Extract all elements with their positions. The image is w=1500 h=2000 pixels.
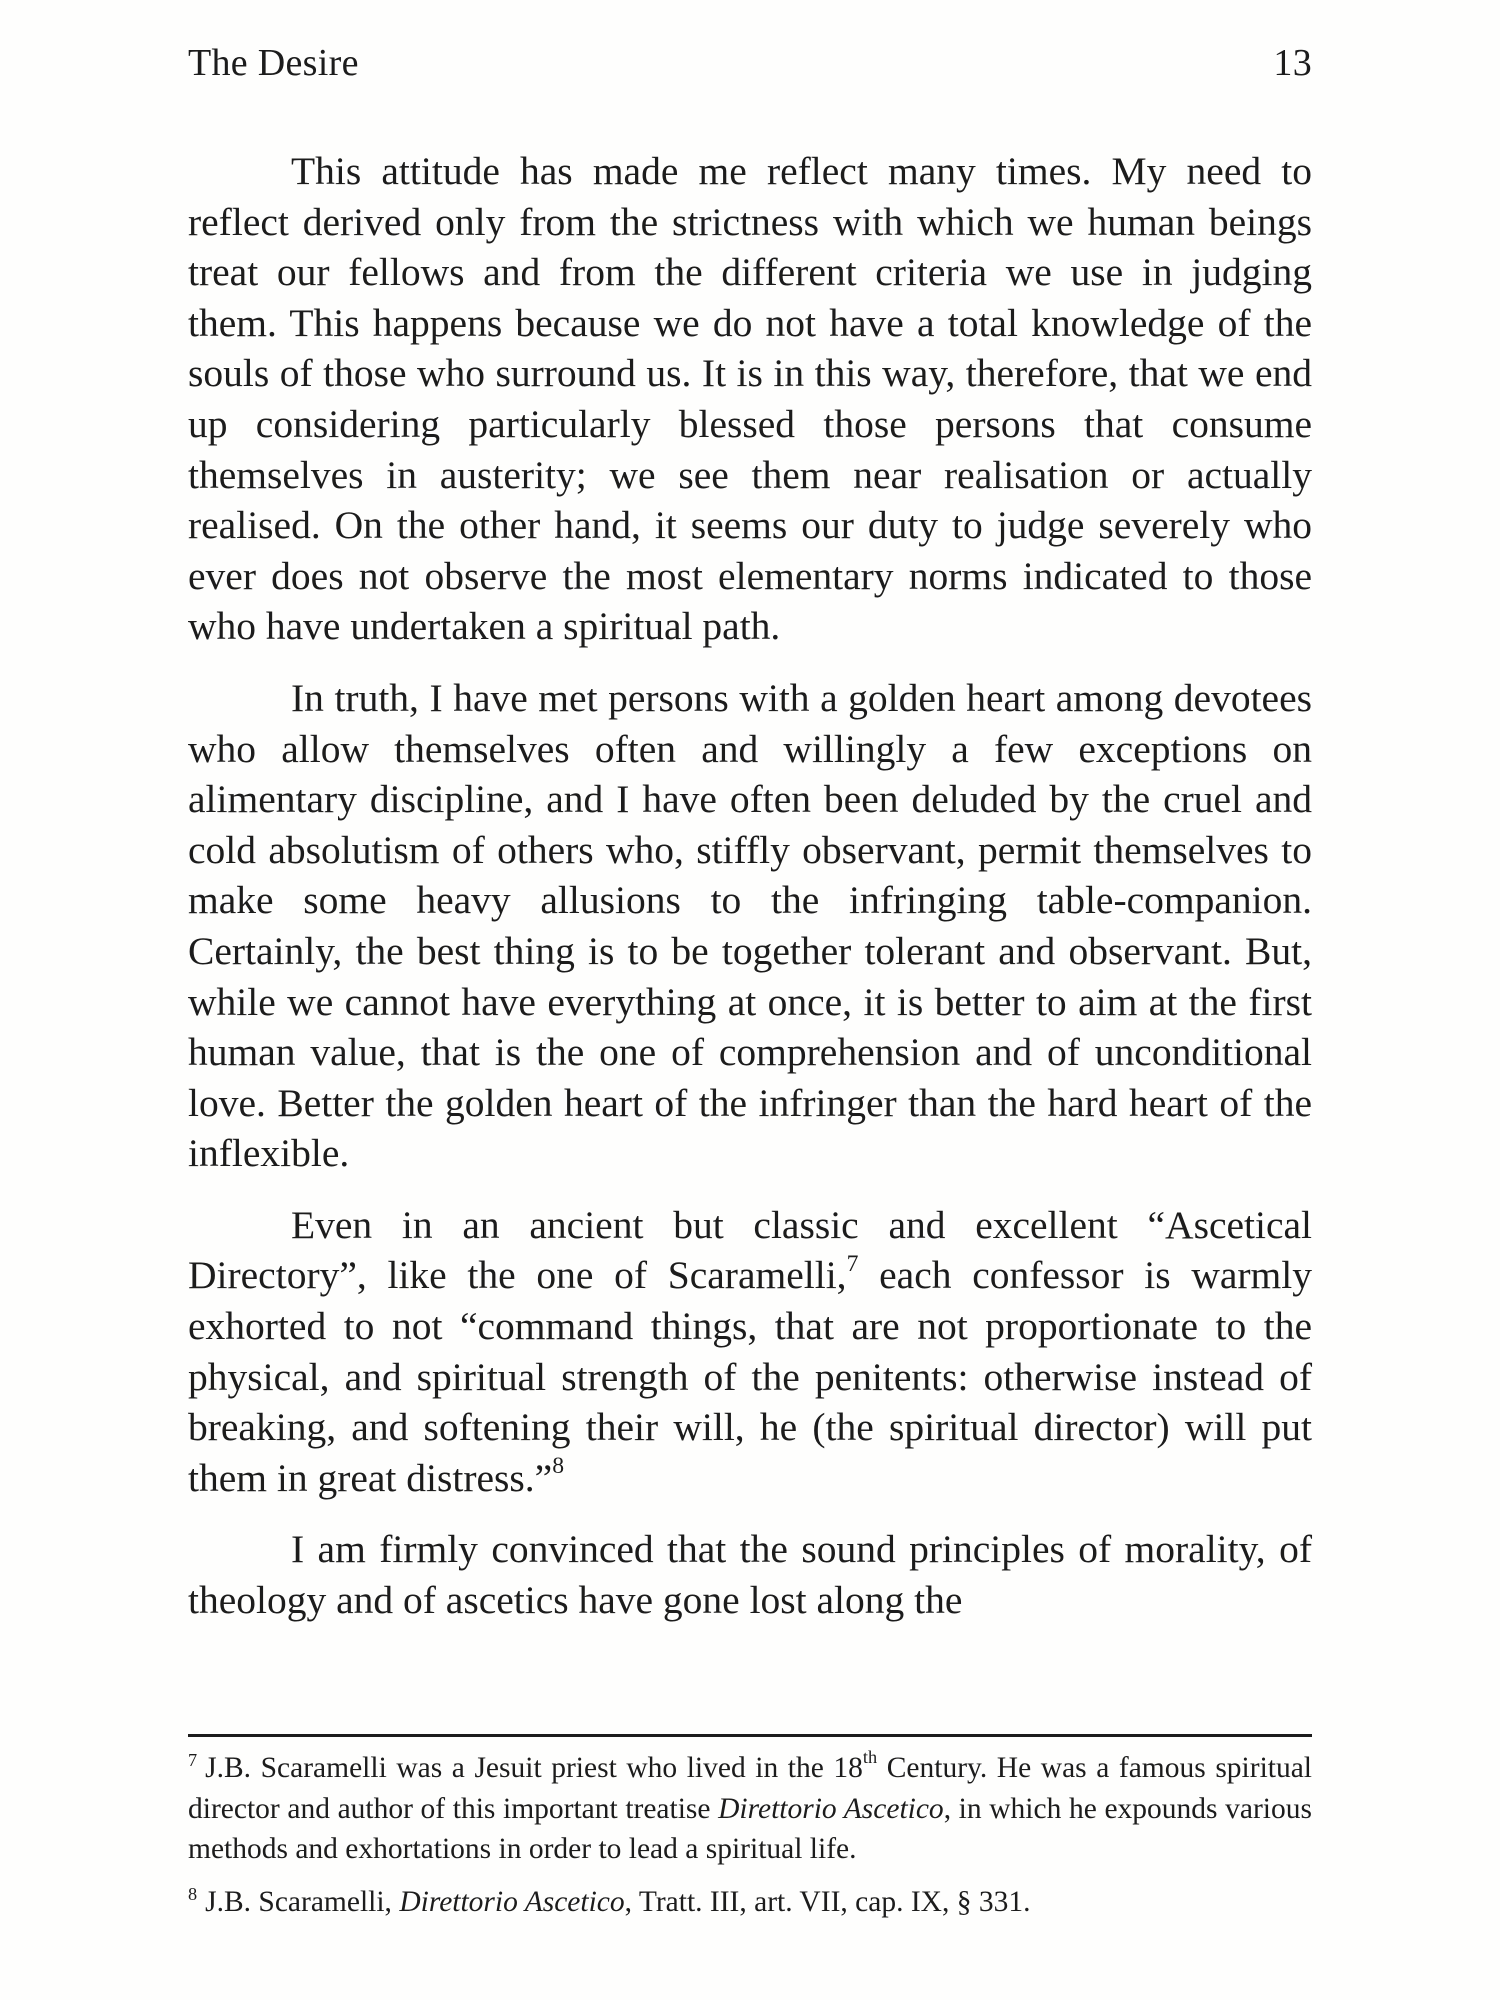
body-text bbox=[188, 146, 1312, 1626]
footnote-7-text-c: , in which he expounds various methods and exhortations in order to lead a spiritual life. bbox=[188, 1792, 1312, 1865]
chapter-title: The Desire bbox=[188, 42, 359, 84]
footnote-7-book-title: Direttorio Ascetico bbox=[718, 1792, 944, 1825]
paragraph-3 bbox=[188, 1200, 1312, 1504]
paragraph-3-text-a: Even in an ancient but classic and excellent “Ascetical Directory”, like the one of Scaramelli, bbox=[188, 1202, 1312, 1298]
paragraph-4: I am firmly convinced that the sound principles of morality, of theology and of ascetics have gone lost along the bbox=[188, 1527, 1312, 1623]
footnote-8-mark: 8 bbox=[188, 1883, 198, 1904]
footnotes bbox=[188, 1748, 1312, 1934]
footnote-7-ordinal: th bbox=[862, 1747, 878, 1768]
footnote-7-mark: 7 bbox=[188, 1750, 198, 1771]
footnote-8-text-a: J.B. Scaramelli, bbox=[205, 1885, 400, 1918]
footnote-7 bbox=[188, 1748, 1312, 1870]
page-number: 13 bbox=[1273, 42, 1312, 84]
footnote-8-book-title: Direttorio Ascetico bbox=[399, 1885, 625, 1918]
paragraph-1: This attitude has made me reflect many times. My need to reflect derived only from the strictness with which we human beings treat our fellows and from the different criteria we use in judging them. This happens because we do not have a total knowledge of the souls of those who surround us. It is in this way, therefore, that we end up considering particularly blessed those persons that consume themselves in austerity; we see them near realisation or actually realised. On the other hand, it seems our duty to judge severely who ever does not observe the most elementary norms indicated to those who have undertaken a spiritual path. bbox=[188, 149, 1312, 649]
running-head bbox=[188, 38, 1312, 88]
footnote-7-text-a: J.B. Scaramelli was a Jesuit priest who lived in the 18 bbox=[205, 1752, 863, 1784]
footnote-rule bbox=[188, 1734, 1312, 1737]
footnote-ref-7[interactable]: 7 bbox=[846, 1250, 859, 1277]
footnote-8 bbox=[188, 1882, 1312, 1923]
footnote-7-text-b: Century. He was a famous spiritual director and author of this important treatise bbox=[188, 1752, 1312, 1825]
footnote-ref-8[interactable]: 8 bbox=[552, 1453, 565, 1480]
paragraph-2: In truth, I have met persons with a golden heart among devotees who allow themselves often and willingly a few exceptions on alimentary discipline, and I have often been deluded by the cruel and cold absolutism of others who, stiffly observant, permit themselves to make some heavy allusions to the infringing table-companion. Certainly, the best thing is to be together tolerant and observant. But, while we cannot have everything at once, it is better to aim at the first human value, that is the one of comprehension and of unconditional love. Better the golden heart of the infringer than the hard heart of the inflexible. bbox=[188, 675, 1312, 1176]
footnote-8-text-b: , Tratt. III, art. VII, cap. IX, § 331. bbox=[624, 1885, 1031, 1918]
paragraph-3-text-b: each confessor is warmly exhorted to not “command things, that are not proportionate to the physical, and spiritual strength of the penitents: otherwise instead of breaking, and softening their will, he (the spiritual director) will put them in great distress.” bbox=[188, 1253, 1313, 1500]
